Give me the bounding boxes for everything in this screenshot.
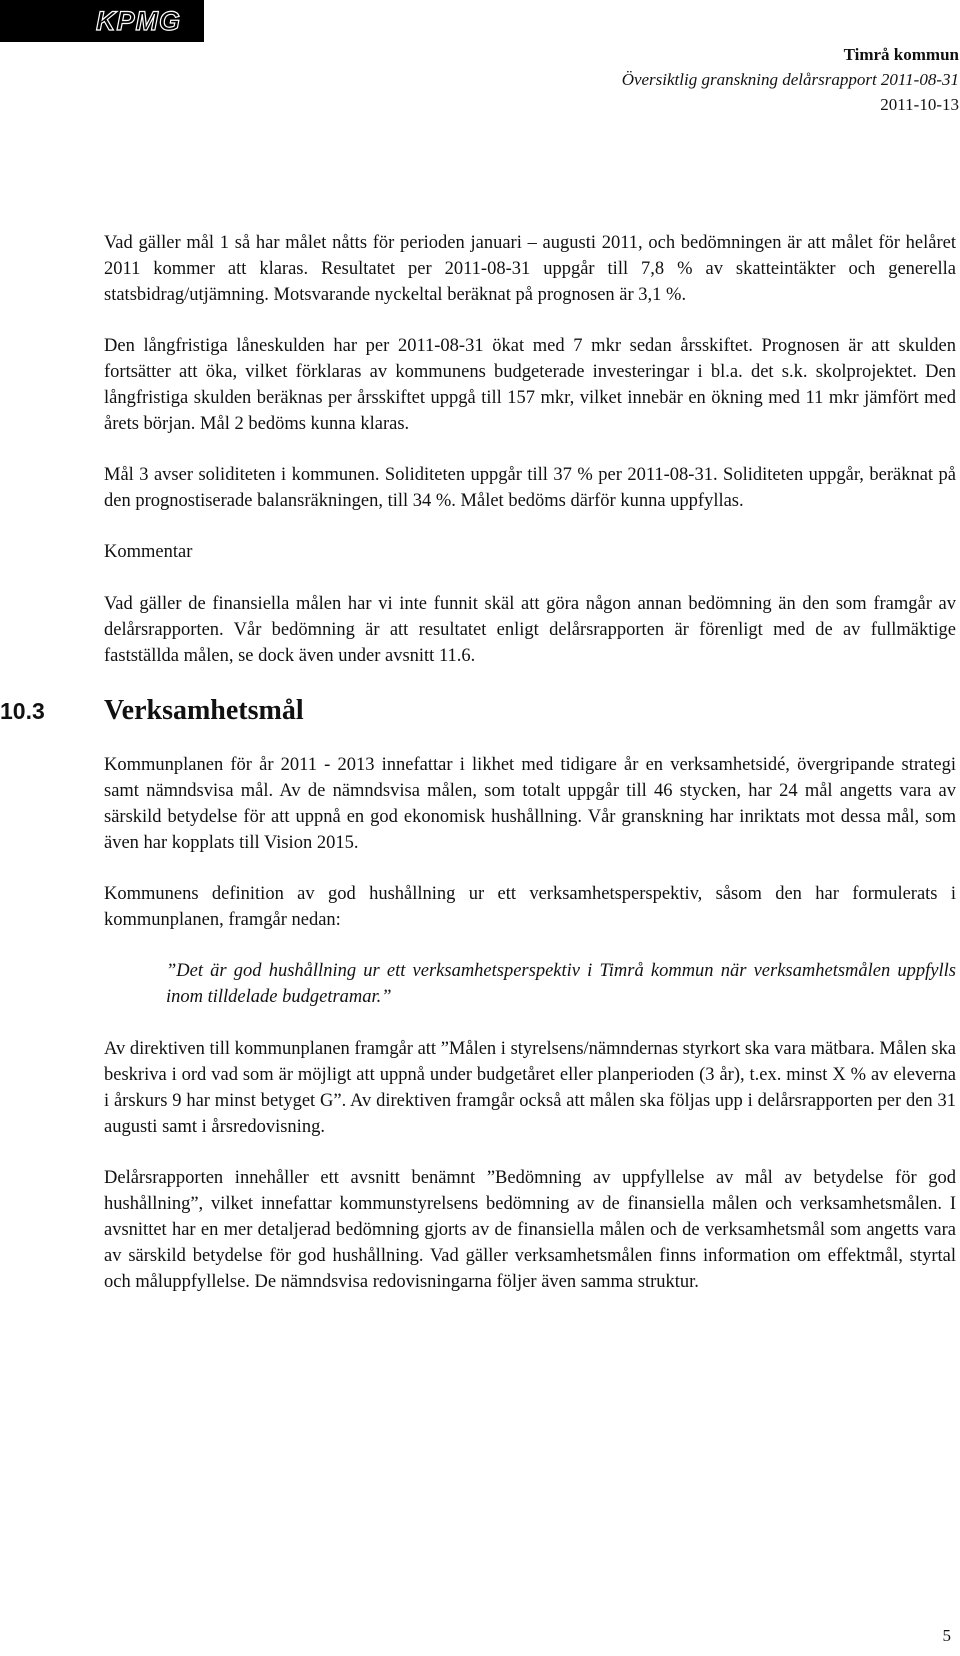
paragraph-goal-3: Mål 3 avser soliditeten i kommunen. Soliditeten uppgår till 37 % per 2011-08-31. Soliditeten uppgår, beräknat på den prognostiserade balansräkningen, till 34 %. Målet bedöms därför kunna uppfyllas. bbox=[104, 465, 956, 511]
logo-text: KPMG bbox=[96, 6, 181, 36]
kpmg-logo bbox=[0, 0, 204, 42]
section-paragraph-3: Av direktiven till kommunplanen framgår att ”Målen i styrelsens/nämndernas styrkort ska vara mätbara. Målen ska beskriva i ord vad som är möjligt att uppnå under budgetåret eller planperioden (3 år), t.ex. minst X % av eleverna i årskurs 9 har minst betyget G”. Av direktiven framgår också att målen ska följas upp i delårsrapporten per den 31 augusti samt i årsredovisning. bbox=[104, 1039, 956, 1137]
section-heading bbox=[0, 694, 956, 728]
page-header bbox=[539, 42, 959, 117]
paragraph-goal-1: Vad gäller mål 1 så har målet nåtts för perioden januari – augusti 2011, och bedömningen är att målet för helåret 2011 kommer att klaras. Resultatet per 2011-08-31 uppgår till 7,8 % av skatteintäkter och generella statsbidrag/utjämning. Motsvarande nyckeltal beräknat på prognosen är 3,1 %. bbox=[104, 233, 956, 305]
header-document-title: Översiktlig granskning delårsrapport 2011-08-31 bbox=[621, 70, 959, 89]
main-content bbox=[0, 230, 956, 1320]
section-paragraph-2: Kommunens definition av god hushållning ur ett verksamhetsperspektiv, såsom den har formulerats i kommunplanen, framgår nedan: bbox=[104, 884, 956, 930]
section-paragraph-1: Kommunplanen för år 2011 - 2013 innefattar i likhet med tidigare år en verksamhetsidé, övergripande strategi samt nämndsvisa mål. Av de nämndsvisa målen, som totalt uppgår till 46 stycken, har 24 mål angetts vara av särskild betydelse för att uppnå en god ekonomisk hushållning. Vår granskning har inriktats mot dessa mål, som även har kopplats till Vision 2015. bbox=[104, 755, 956, 853]
header-date: 2011-10-13 bbox=[880, 95, 959, 114]
paragraph-goal-2: Den långfristiga låneskulden har per 2011-08-31 ökat med 7 mkr sedan årsskiftet. Prognosen är att skulden fortsätter att öka, vilket förklaras av kommunens budgeterade investeringar i bl.a. det s.k. skolprojektet. Den långfristiga skulden beräknas per årsskiftet uppgå till 157 mkr, vilket innebär en ökning med 11 mkr jämfört med årets början. Mål 2 bedöms kunna klaras. bbox=[104, 336, 956, 434]
comment-label: Kommentar bbox=[104, 542, 193, 562]
section-number: 10.3 bbox=[0, 698, 45, 724]
definition-quote: ”Det är god hushållning ur ett verksamhetsperspektiv i Timrå kommun när verksamhetsmålen uppfylls inom tilldelade budgetramar.” bbox=[166, 961, 956, 1007]
comment-text: Vad gäller de finansiella målen har vi inte funnit skäl att göra någon annan bedömning än den som framgår av delårsrapporten. Vår bedömning är att resultatet enligt delårsrapporten är förenligt med de av fullmäktige fastställda målen, se dock även under avsnitt 11.6. bbox=[104, 594, 956, 666]
section-paragraph-4: Delårsrapporten innehåller ett avsnitt benämnt ”Bedömning av uppfyllelse av mål av betydelse för god hushållning”, vilket innefattar kommunstyrelsens bedömning av de finansiella målen och verksamhetsmålen. I avsnittet har en mer detaljerad bedömning gjorts av de finansiella målen och de verksamhetsmål som angetts vara av särskild betydelse för god hushållning. Vad gäller verksamhetsmålen finns information om effektmål, styrtal och måluppfyllelse. De nämndsvisa redovisningarna följer även samma struktur. bbox=[104, 1168, 956, 1292]
page-number: 5 bbox=[942, 1626, 951, 1645]
header-organization: Timrå kommun bbox=[843, 45, 959, 64]
section-title: Verksamhetsmål bbox=[104, 695, 304, 726]
